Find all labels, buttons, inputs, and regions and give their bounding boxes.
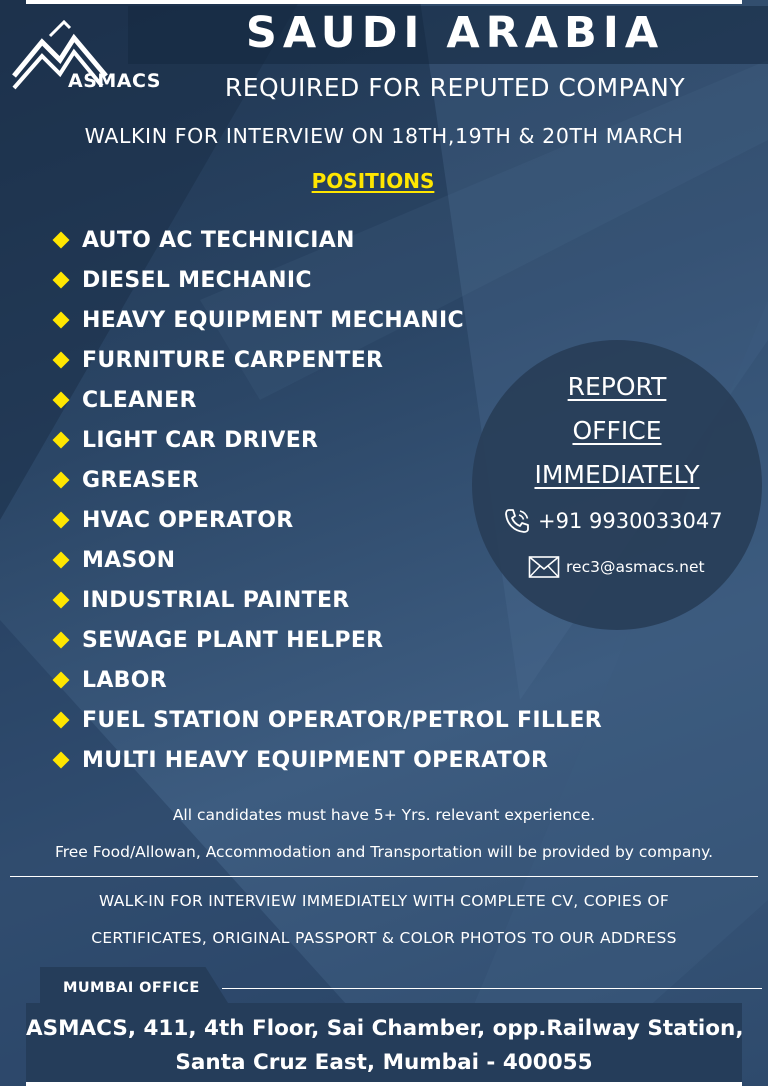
position-label: SEWAGE PLANT HELPER xyxy=(82,627,384,653)
diamond-bullet-icon xyxy=(53,752,70,769)
diamond-bullet-icon xyxy=(53,552,70,569)
email-address[interactable]: rec3@asmacs.net xyxy=(566,558,705,576)
top-frame-line xyxy=(26,0,742,4)
diamond-bullet-icon xyxy=(53,592,70,609)
diamond-bullet-icon xyxy=(53,312,70,329)
list-item xyxy=(52,620,652,660)
positions-heading: POSITIONS xyxy=(311,169,435,193)
position-label: MULTI HEAVY EQUIPMENT OPERATOR xyxy=(82,747,549,773)
position-label: HVAC OPERATOR xyxy=(82,507,294,533)
position-label: HEAVY EQUIPMENT MECHANIC xyxy=(82,307,464,333)
page-title: SAUDI ARABIA xyxy=(245,8,665,58)
position-label: INDUSTRIAL PAINTER xyxy=(82,587,350,613)
envelope-icon xyxy=(528,555,560,579)
diamond-bullet-icon xyxy=(53,392,70,409)
diamond-bullet-icon xyxy=(53,432,70,449)
experience-note: All candidates must have 5+ Yrs. relevant experience. xyxy=(172,806,596,824)
address-line-2: Santa Cruz East, Mumbai - 400055 xyxy=(175,1050,593,1075)
divider xyxy=(10,876,758,877)
position-label: MASON xyxy=(82,547,176,573)
position-label: FURNITURE CARPENTER xyxy=(82,347,384,373)
phone-icon xyxy=(502,506,532,536)
subtitle: REQUIRED FOR REPUTED COMPANY xyxy=(224,73,686,102)
diamond-bullet-icon xyxy=(53,472,70,489)
diamond-bullet-icon xyxy=(53,632,70,649)
address-line-1: ASMACS, 411, 4th Floor, Sai Chamber, opp.Railway Station, xyxy=(26,1016,744,1041)
instructions-line-2: CERTIFICATES, ORIGINAL PASSPORT & COLOR PHOTOS TO OUR ADDRESS xyxy=(91,929,677,947)
phone-number[interactable]: +91 9930033047 xyxy=(538,509,723,533)
diamond-bullet-icon xyxy=(53,352,70,369)
list-item xyxy=(52,220,652,260)
diamond-bullet-icon xyxy=(53,272,70,289)
office-rule xyxy=(222,988,762,989)
report-line-2: OFFICE xyxy=(572,416,662,445)
position-label: GREASER xyxy=(82,467,199,493)
position-label: LABOR xyxy=(82,667,167,693)
list-item xyxy=(52,260,652,300)
benefits-note: Free Food/Allowan, Accommodation and Transportation will be provided by company. xyxy=(54,843,714,861)
list-item xyxy=(52,300,652,340)
position-label: FUEL STATION OPERATOR/PETROL FILLER xyxy=(82,707,603,733)
report-line-3: IMMEDIATELY xyxy=(534,460,700,489)
diamond-bullet-icon xyxy=(53,512,70,529)
position-label: CLEANER xyxy=(82,387,197,413)
list-item xyxy=(52,660,652,700)
list-item xyxy=(52,700,652,740)
logo-text: ASMACS xyxy=(68,70,161,92)
diamond-bullet-icon xyxy=(53,672,70,689)
walkin-dates: WALKIN FOR INTERVIEW ON 18TH,19TH & 20TH MARCH xyxy=(84,124,684,148)
report-line-1: REPORT xyxy=(567,372,667,401)
office-label: MUMBAI OFFICE xyxy=(63,980,200,996)
email-contact[interactable] xyxy=(528,555,705,579)
diamond-bullet-icon xyxy=(53,712,70,729)
position-label: AUTO AC TECHNICIAN xyxy=(82,227,355,253)
phone-contact[interactable] xyxy=(502,506,723,536)
instructions-line-1: WALK-IN FOR INTERVIEW IMMEDIATELY WITH COMPLETE CV, COPIES OF xyxy=(98,892,670,910)
bottom-frame-line xyxy=(26,1082,742,1086)
position-label: DIESEL MECHANIC xyxy=(82,267,312,293)
list-item xyxy=(52,740,652,780)
diamond-bullet-icon xyxy=(53,232,70,249)
position-label: LIGHT CAR DRIVER xyxy=(82,427,319,453)
